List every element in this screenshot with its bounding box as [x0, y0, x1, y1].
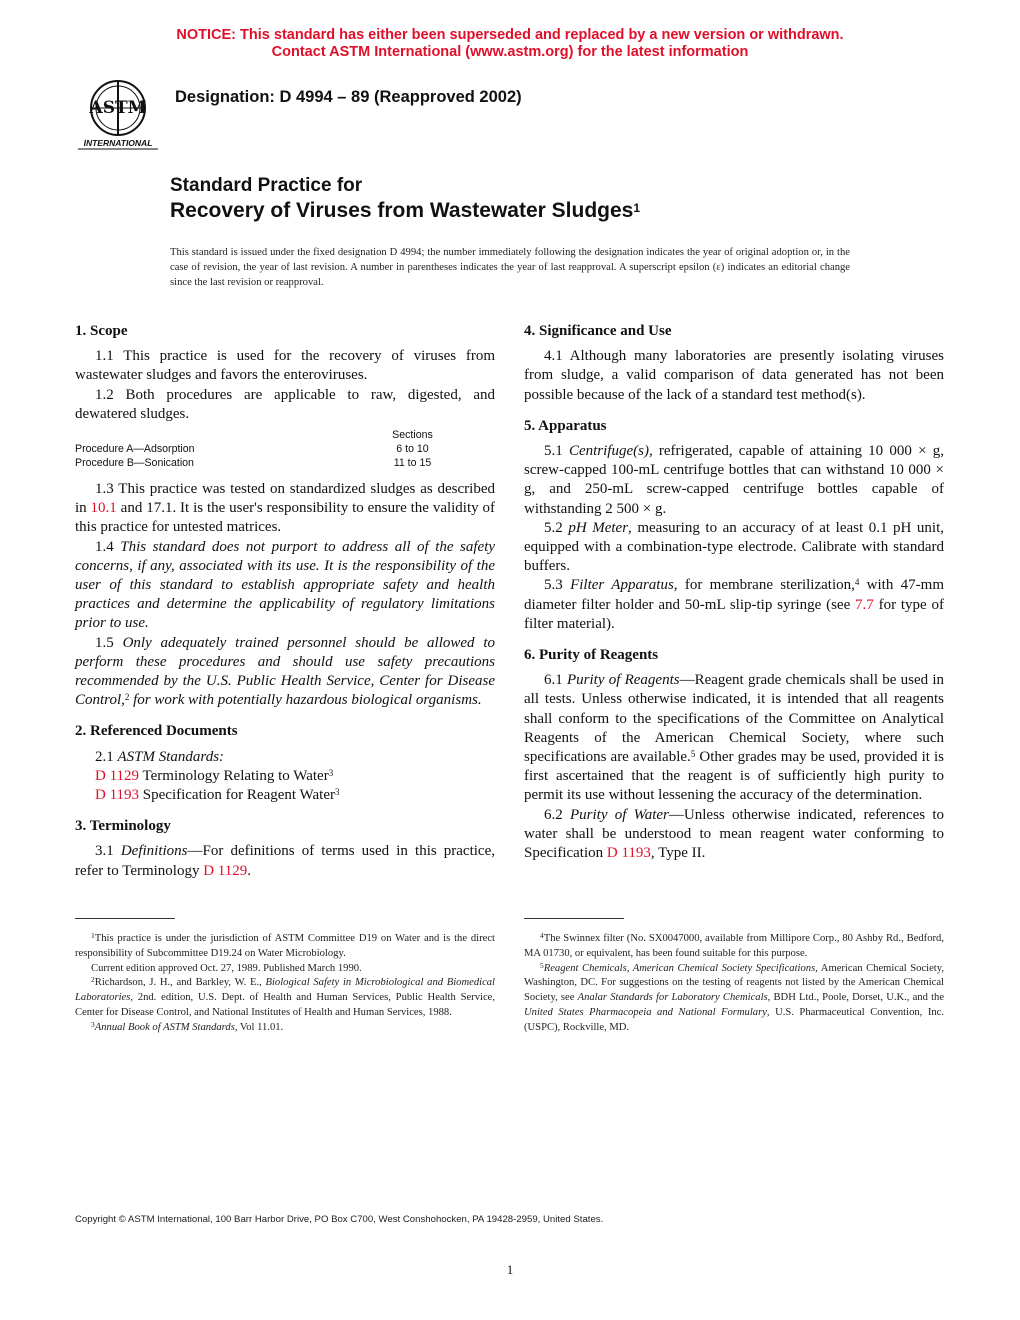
link-d1193-water[interactable]: D 1193	[606, 845, 651, 862]
para-6-1: 6.1 Purity of Reagents—Reagent grade chemicals shall be used in all tests. Unless otherwise indicated, it is intended that all reagents shall conform to the specifications of the Committee on Analytical Reagents of the American Chemical Society, where such specifications are available.$^5$ Other grades may be used, provided it is first ascertained that the reagent is of sufficiently high purity to permit its use without lessening the accuracy of the determination.	[524, 672, 944, 804]
terminology-heading: 3. Terminology	[75, 818, 171, 835]
section-referenced-documents	[75, 722, 495, 805]
issuance-note: This standard is issued under the fixed designation D 4994; the number immediately following the designation indicates the year of original adoption or, in the case of revision, the year of last revision. A number in parentheses indicates the year of last reapproval. A superscript epsilon (ε) indicates an editorial change since the last revision or reapproval.	[170, 247, 850, 288]
link-10-1[interactable]: 10.1	[90, 500, 117, 517]
para-1-3: 1.3 This practice was tested on standardized sludges as described in 10.1 and 17.1. It is the user's responsibility to ensure the validity of this practice for untested matrices.	[75, 481, 496, 536]
procedure-table-header: Sections	[392, 429, 433, 442]
para-1-5: 1.5 Only adequately trained personnel should be allowed to perform these procedures and should use safety precautions recommended by the U.S. Public Health Service, Center for Disease Control,$^2$ for work with potentially hazardous biological organisms.	[75, 634, 496, 709]
para-5-1: 5.1 Centrifuge(s), refrigerated, capable of attaining 10 000 × g, screw-capped 100-mL centrifuge bottles that can withstand 10 000 × g, and 250-mL screw-capped centrifuge bottles capable of withstanding 2 500 × g.	[524, 443, 944, 517]
svg-text:INTERNATIONAL: INTERNATIONAL	[83, 138, 153, 148]
purity-heading: 6. Purity of Reagents	[524, 647, 659, 664]
section-purity-of-reagents	[524, 646, 944, 863]
para-6-2: 6.2 Purity of Water—Unless otherwise indicated, references to water shall be understood to mean reagent water conforming to Specification D 1193, Type II.	[524, 806, 944, 862]
para-2-1: 2.1 ASTM Standards:	[95, 748, 225, 765]
footnote-2: $^2$Richardson, J. H., and Barkley, W. E., Biological Safety in Microbiological and Biomedical Laboratories, 2nd. edition, U.S. Dept. of Health and Human Services, Public Health Service, Center for Disease Control, and National Institutes of Health and Human Services, 1988.	[75, 975, 496, 1018]
document-title	[170, 174, 640, 224]
procedure-row: Procedure B—Sonication 11 to 15	[75, 457, 432, 470]
section-terminology	[75, 817, 495, 881]
designation: Designation: D 4994 – 89 (Reapproved 2002)	[175, 88, 522, 106]
copyright-notice: Copyright © ASTM International, 100 Barr Harbor Drive, PO Box C700, West Conshohocken, PA 19428-2959, United States.	[75, 1214, 604, 1225]
notice-line-2: Contact ASTM International (www.astm.org) for the latest information	[271, 44, 749, 60]
para-5-3: 5.3 Filter Apparatus, for membrane sterilization,$^4$ with 47-mm diameter filter holder and 50-mL slip-tip syringe (see 7.7 for type of filter material).	[524, 577, 944, 632]
para-1-2: 1.2 Both procedures are applicable to raw, digested, and dewatered sludges.	[75, 386, 495, 422]
footnote-1: $^1$This practice is under the jurisdiction of ASTM Committee D19 on Water and is the direct responsibility of Subcommittee D19.24 on Water Microbiology.	[75, 931, 495, 959]
para-1-4: 1.4 This standard does not purport to address all of the safety concerns, if any, associated with its use. It is the responsibility of the user of this standard to establish appropriate safety and health practices and determine the applicability of regulatory limitations prior to use.	[75, 538, 496, 632]
left-column	[75, 322, 495, 893]
procedure-table	[75, 428, 495, 470]
footnotes-left	[75, 932, 495, 1036]
apparatus-heading: 5. Apparatus	[524, 417, 607, 434]
para-4-1: 4.1 Although many laboratories are presently isolating viruses from sludge, a valid comparison of data generated has not been possible because of the lack of a standard test method(s).	[524, 348, 944, 403]
svg-text:ASTM: ASTM	[89, 98, 147, 118]
footnotes-right	[524, 932, 944, 1036]
section-significance	[524, 322, 944, 405]
title-line-1: Standard Practice for	[170, 175, 363, 196]
reference-d1129: D 1129 Terminology Relating to Water$^3$	[95, 767, 334, 784]
para-5-2: 5.2 pH Meter, measuring to an accuracy of at least 0.1 pH unit, equipped with a combination-type electrode. Calibrate with standard buffers.	[524, 519, 945, 575]
reference-d1193: D 1193 Specification for Reagent Water$^3$	[95, 787, 340, 804]
title-footnote-mark: 1	[633, 201, 641, 215]
title-line-2: Recovery of Viruses from Wastewater Sludges$^1$	[170, 199, 641, 222]
scope-heading: 1. Scope	[75, 323, 128, 339]
footnote-5: $^5$Reagent Chemicals, American Chemical Society Specifications, American Chemical Society, Washington, DC. For suggestions on the testing of reagents not listed by the American Chemical Society, see Analar Standards for Laboratory Chemicals, BDH Ltd., Poole, Dorset, U.K., and the United States Pharmacopeia and National Formulary, U.S. Pharmaceutical Convention, Inc. (USPC), Rockville, MD.	[524, 960, 945, 1033]
footnote-divider-left	[75, 918, 175, 919]
referenced-documents-heading: 2. Referenced Documents	[75, 723, 238, 740]
link-d1129[interactable]: D 1129	[95, 767, 140, 784]
page-number: 1	[506, 1262, 514, 1277]
para-3-1: 3.1 Definitions—For definitions of terms used in this practice, refer to Terminology D 1129.	[75, 843, 495, 879]
astm-logo	[76, 76, 160, 150]
footnote-1-edition: Current edition approved Oct. 27, 1989. Published March 1990.	[91, 962, 362, 974]
link-d1129-terminology[interactable]: D 1129	[203, 862, 248, 879]
footnote-4: $^4$The Swinnex filter (No. SX0047000, available from Millipore Corp., 80 Ashby Rd., Bedford, MA 01730, or equivalent, has been found suitable for this purpose.	[524, 931, 944, 959]
link-d1193[interactable]: D 1193	[95, 787, 140, 804]
significance-heading: 4. Significance and Use	[524, 323, 672, 339]
footnote-divider-right	[524, 918, 624, 919]
para-1-1: 1.1 This practice is used for the recovery of viruses from wastewater sludges and favors the enteroviruses.	[75, 348, 495, 384]
section-scope	[75, 322, 495, 710]
notice-line-1: NOTICE: This standard has either been superseded and replaced by a new version or withdrawn.	[176, 27, 844, 43]
footnote-3: $^3$Annual Book of ASTM Standards, Vol 11.01.	[91, 1019, 284, 1033]
procedure-row: Procedure A—Adsorption 6 to 10	[75, 443, 429, 456]
link-7-7[interactable]: 7.7	[855, 596, 874, 613]
right-column	[524, 322, 944, 875]
section-apparatus	[524, 417, 944, 634]
withdrawal-notice	[0, 27, 1020, 61]
